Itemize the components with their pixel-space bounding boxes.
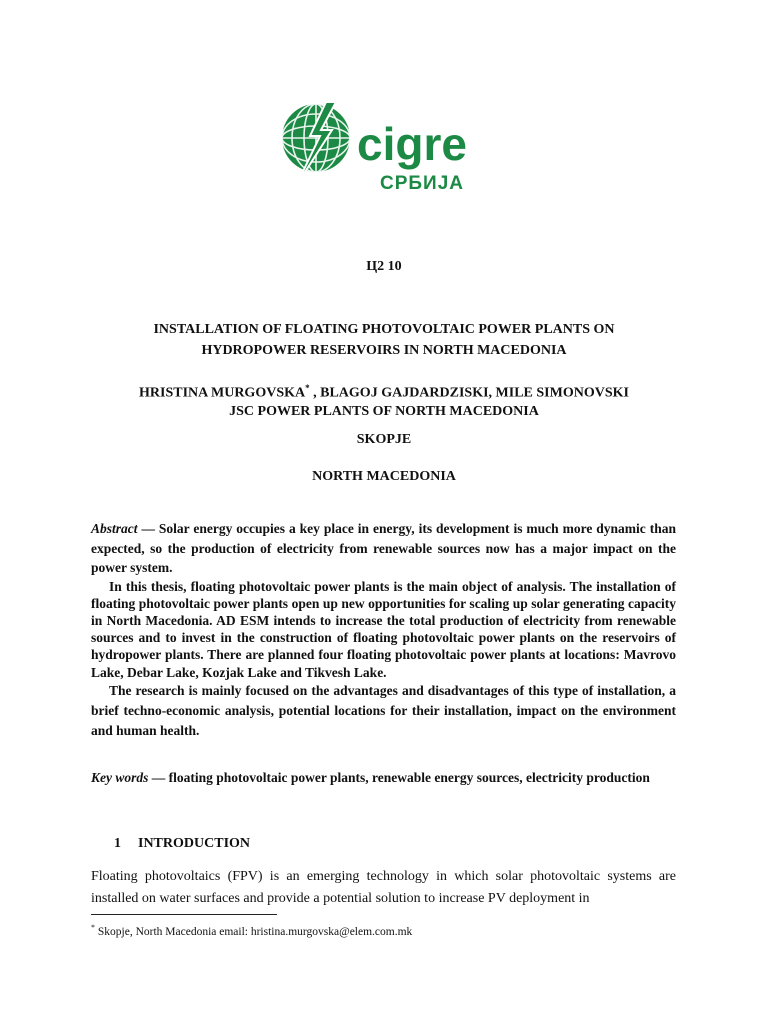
footnote-mark: * bbox=[91, 923, 95, 932]
abstract-text-1: Solar energy occupies a key place in energy, its development is much more dynamic than expected, so the production of electricity from renewable sources now has a major impact on the power system. bbox=[91, 521, 676, 575]
abstract bbox=[91, 519, 676, 741]
abstract-dash: — bbox=[137, 521, 159, 536]
section-heading bbox=[114, 836, 250, 852]
keywords bbox=[91, 769, 676, 786]
keywords-label: Key words bbox=[91, 770, 149, 785]
authors-line bbox=[0, 379, 768, 403]
section-number: 1 bbox=[114, 836, 121, 851]
abstract-paragraph-2: In this thesis, floating photovoltaic power plants is the main object of analysis. The installation of floating photovoltaic power plants open up new opportunities for scaling up solar generating capacity in North Macedonia. AD ESM intends to increase the total production of electricity from renewable sources and to invest in the construction of floating photovoltaic power plants on the reservoirs of hydropower plants. There are planned four floating photovoltaic power plants at locations: Mavrovo Lake, Debar Lake, Kozjak Lake and Tikvesh Lake. bbox=[91, 578, 676, 680]
paper-code: Ц2 10 bbox=[366, 259, 402, 274]
intro-paragraph: Floating photovoltaics (FPV) is an emerging technology in which solar photovoltaic systems are installed on water surfaces and provide a potential solution to increase PV deployment in bbox=[91, 869, 676, 906]
abstract-paragraph-1 bbox=[91, 519, 676, 578]
authors-block bbox=[0, 379, 768, 421]
keywords-text: floating photovoltaic power plants, renewable energy sources, electricity production bbox=[168, 770, 650, 785]
footnote-text: Skopje, North Macedonia email: hristina.murgovska@elem.com.mk bbox=[95, 925, 413, 938]
cigre-logo bbox=[280, 102, 490, 190]
city: SKOPJE bbox=[356, 432, 412, 447]
footnote-divider bbox=[91, 914, 277, 915]
paper-title-line-1: INSTALLATION OF FLOATING PHOTOVOLTAIC POWER PLANTS ON bbox=[153, 322, 615, 337]
author-footnote-mark: * bbox=[305, 383, 310, 393]
footnote bbox=[91, 923, 412, 938]
logo-subtitle-text: СРБИЈА bbox=[380, 173, 464, 190]
abstract-paragraph-3: The research is mainly focused on the advantages and disadvantages of this type of installation, a brief techno-economic analysis, potential locations for their installation, impact on the environment and human health. bbox=[91, 682, 676, 738]
keywords-dash: — bbox=[148, 770, 169, 785]
affiliation: JSC POWER PLANTS OF NORTH MACEDONIA bbox=[229, 403, 539, 419]
author-primary: HRISTINA MURGOVSKA bbox=[139, 385, 306, 401]
logo-brand-text: cigre bbox=[357, 118, 467, 170]
author-others: , BLAGOJ GAJDARDZISKI, MILE SIMONOVSKI bbox=[309, 385, 629, 401]
cigre-globe-icon bbox=[280, 102, 490, 190]
section-title: INTRODUCTION bbox=[138, 836, 251, 851]
country: NORTH MACEDONIA bbox=[312, 469, 456, 484]
abstract-label: Abstract bbox=[91, 521, 138, 536]
paper-title-line-2: HYDROPOWER RESERVOIRS IN NORTH MACEDONIA bbox=[201, 343, 567, 358]
paper-title bbox=[0, 319, 768, 361]
